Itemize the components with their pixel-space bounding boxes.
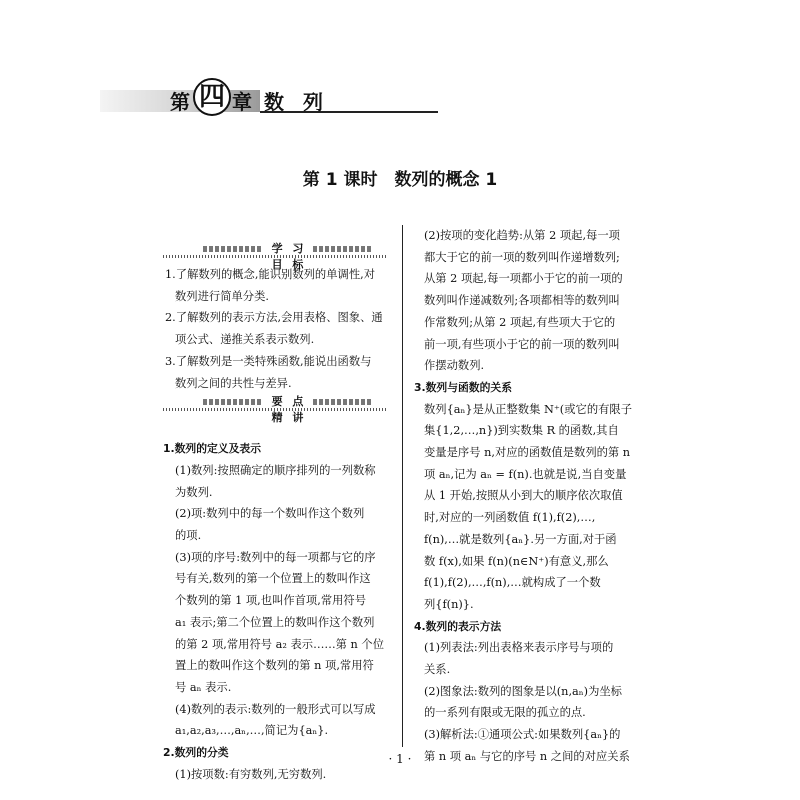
section-label: 要 点 精 讲 — [271, 395, 307, 424]
section-rule — [163, 255, 388, 258]
text-line: 集{1,2,…,n})到实数集 R 的函数,其自 — [424, 424, 619, 438]
section-heading: 1.数列的定义及表示 — [163, 442, 261, 456]
text-line: 号 aₙ 表示. — [175, 680, 232, 694]
text-line: 从 1 开始,按照从小到大的顺序依次取值 — [424, 489, 623, 503]
text-line: 前一项,有些项小于它的前一项的数列叫 — [424, 337, 620, 351]
text-line: 时,对应的一列函数值 f(1),f(2),…, — [424, 511, 596, 525]
goal-line: 3.了解数列是一类特殊函数,能说出函数与 — [165, 354, 372, 368]
column-divider — [402, 225, 403, 747]
text-line: 作常数列;从第 2 项起,有些项大于它的 — [424, 315, 616, 329]
section-heading: 4.数列的表示方法 — [414, 619, 502, 633]
section-dots — [313, 246, 373, 252]
section-heading: 3.数列与函数的关系 — [414, 380, 512, 394]
text-line: 数列叫作递减数列;各项都相等的数列叫 — [424, 294, 620, 308]
chapter-banner — [100, 82, 340, 118]
text-line: (2)按项的变化趋势:从第 2 项起,每一项 — [424, 229, 620, 242]
goal-line: 项公式、递推关系表示数列. — [175, 333, 315, 347]
section-header-goals — [163, 240, 388, 271]
text-line: 第 n 项 aₙ 与它的序号 n 之间的对应关系 — [424, 749, 630, 763]
text-line: 的第 2 项,常用符号 a₂ 表示……第 n 个位 — [175, 637, 385, 651]
chapter-di: 第 — [170, 90, 190, 114]
text-line: (3)解析法:①通项公式:如果数列{aₙ}的 — [424, 728, 621, 742]
section-dots — [203, 246, 263, 252]
goal-line: 数列进行简单分类. — [175, 289, 269, 303]
spacer — [165, 394, 390, 438]
text-line: 项 aₙ,记为 aₙ = f(n).也就是说,当自变量 — [424, 467, 627, 481]
text-line: f(n),…就是数列{aₙ}.另一方面,对于函 — [424, 532, 617, 546]
text-line: (2)图象法:数列的图象是以(n,aₙ)为坐标 — [424, 684, 622, 698]
text-line: 为数列. — [175, 485, 213, 499]
text-line: 个数列的第 1 项,也叫作首项,常用符号 — [175, 594, 367, 608]
text-line: (1)数列:按照确定的顺序排列的一列数称 — [175, 463, 376, 477]
text-line: 数 f(x),如果 f(n)(n∈N⁺)有意义,那么 — [424, 554, 609, 568]
text-line: 都大于它的前一项的数列叫作递增数列; — [424, 250, 620, 264]
text-line: 变量是序号 n,对应的函数值是数列的第 n — [424, 446, 631, 460]
goal-line: 数列之间的共性与差异. — [175, 376, 292, 390]
left-column — [165, 264, 390, 785]
lesson-title: 第 1 课时 数列的概念 1 — [302, 170, 498, 190]
text-line: 列{f(n)}. — [424, 597, 474, 611]
text-line: (2)项:数列中的每一个数叫作这个数列 — [175, 507, 365, 521]
section-heading: 2.数列的分类 — [163, 746, 229, 760]
page-number: · 1 · — [388, 752, 412, 766]
text-line: 作摆动数列. — [424, 359, 485, 373]
text-line: 关系. — [424, 663, 451, 677]
right-column — [414, 225, 639, 768]
text-line: (3)项的序号:数列中的每一项都与它的序 — [175, 550, 376, 564]
text-line: (4)数列的表示:数列的一般形式可以写成 — [175, 702, 376, 716]
text-line: 置上的数叫作这个数列的第 n 项,常用符 — [175, 659, 374, 673]
text-line: a₁ 表示;第二个位置上的数叫作这个数列 — [175, 615, 375, 629]
goal-line: 2.了解数列的表示方法,会用表格、图象、通 — [165, 311, 383, 325]
text-line: (1)列表法:列出表格来表示序号与项的 — [424, 641, 614, 655]
chapter-title: 数 列 — [264, 90, 329, 114]
text-line: 的项. — [175, 529, 202, 543]
chapter-zhang: 章 — [232, 90, 252, 114]
text-line: (1)按项数:有穷数列,无穷数列. — [175, 767, 327, 781]
text-line: a₁,a₂,a₃,…,aₙ,…,简记为{aₙ}. — [175, 724, 329, 738]
text-line: 数列{aₙ}是从正整数集 N⁺(或它的有限子 — [424, 402, 633, 416]
chapter-number: 四 — [193, 78, 231, 116]
text-line: 的一系列有限或无限的孤立的点. — [424, 706, 586, 720]
text-line: 号有关,数列的第一个位置上的数叫作这 — [175, 572, 371, 586]
section-label: 学 习 目 标 — [271, 242, 307, 271]
text-line: 从第 2 项起,每一项都小于它的前一项的 — [424, 272, 623, 286]
text-line: f(1),f(2),…,f(n),…就构成了一个数 — [424, 576, 601, 590]
goal-line: 1.了解数列的概念,能识别数列的单调性,对 — [165, 268, 376, 281]
